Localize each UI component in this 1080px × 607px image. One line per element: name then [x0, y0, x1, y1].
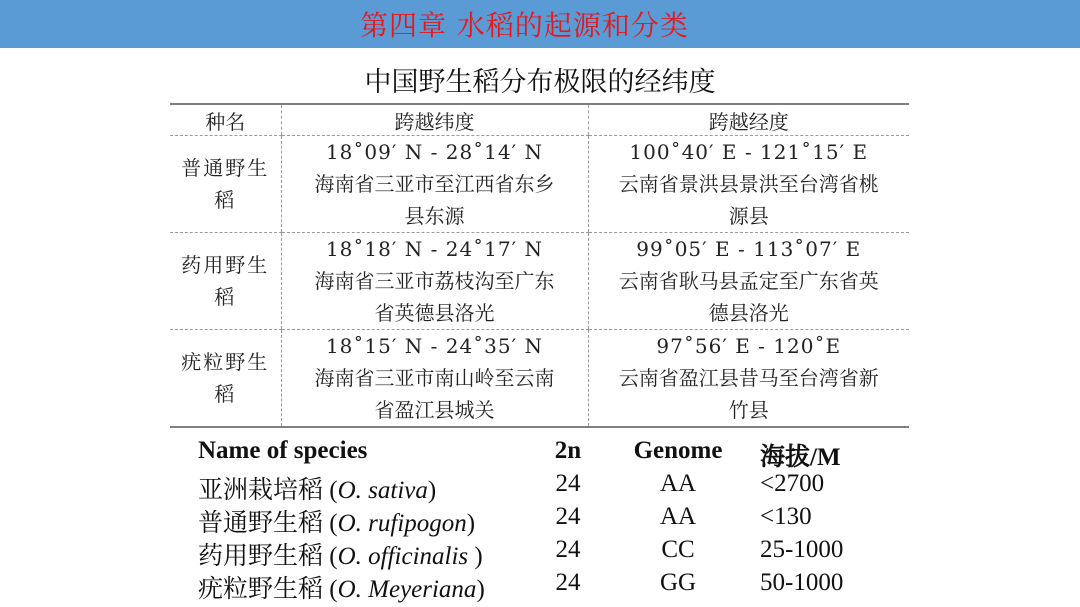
header-species: 种名	[170, 104, 281, 136]
header-genome: Genome	[633, 437, 723, 464]
species-name-line: 稻	[214, 285, 237, 309]
longitude-place: 德县洛光	[708, 301, 789, 325]
latitude-place: 县东源	[404, 204, 465, 228]
species-label: 药用野生稻 (O. officinalis )	[198, 543, 483, 570]
latitude-range: 18˚15′ N - 24˚35′ N	[325, 334, 544, 358]
altitude-value: <130	[760, 503, 812, 530]
genome-header-row	[198, 437, 878, 469]
genome-row	[198, 569, 878, 601]
species-name-line: 稻	[214, 188, 237, 212]
species-name-cell	[170, 330, 281, 428]
genome-row	[198, 470, 878, 502]
chromosome-count: 24	[555, 536, 581, 563]
longitude-cell	[588, 233, 909, 330]
chapter-title: 第四章 水稻的起源和分类	[360, 9, 689, 42]
genome-type: CC	[661, 536, 695, 563]
chromosome-count: 24	[555, 470, 581, 497]
altitude-value: 25-1000	[760, 536, 844, 563]
species-name-line: 疣粒野生	[181, 350, 270, 374]
latitude-range: 18˚18′ N - 24˚17′ N	[325, 237, 544, 261]
table-header-row	[170, 104, 909, 136]
longitude-range: 100˚40′ E - 121˚15′ E	[629, 140, 869, 164]
latitude-range: 18˚09′ N - 28˚14′ N	[325, 140, 544, 164]
longitude-place: 云南省景洪县景洪至台湾省桃	[618, 172, 879, 196]
genome-row	[198, 536, 878, 568]
species-name-cell	[170, 136, 281, 233]
longitude-range: 97˚56′ E - 120˚E	[656, 334, 842, 358]
table-title: 中国野生稻分布极限的经纬度	[364, 67, 716, 98]
longitude-cell	[588, 330, 909, 428]
latitude-cell	[281, 330, 588, 428]
latitude-cell	[281, 136, 588, 233]
table-row	[170, 136, 909, 233]
species-cn: 亚洲栽培稻	[198, 477, 324, 504]
species-name-line: 稻	[214, 382, 237, 406]
header-2n: 2n	[554, 437, 582, 464]
species-label: 亚洲栽培稻 (O. sativa)	[198, 477, 437, 504]
species-label: 普通野生稻 (O. rufipogon)	[198, 510, 476, 537]
genome-type: AA	[659, 470, 697, 497]
species-cn: 药用野生稻	[198, 543, 324, 570]
chromosome-count: 24	[555, 569, 581, 596]
longitude-place: 竹县	[728, 398, 769, 422]
table-row	[170, 330, 909, 428]
species-name-line: 药用野生	[181, 253, 270, 277]
genome-row	[198, 503, 878, 535]
table-row	[170, 233, 909, 330]
latitude-place: 省英德县洛光	[374, 301, 495, 325]
longitude-place: 源县	[728, 204, 769, 228]
species-label: 疣粒野生稻 (O. Meyeriana)	[198, 576, 485, 603]
genome-type: GG	[659, 569, 697, 596]
chromosome-count: 24	[555, 503, 581, 530]
header-name-of-species: Name of species	[198, 437, 368, 464]
genome-type: AA	[659, 503, 697, 530]
species-latin: O. Meyeriana	[337, 576, 477, 603]
latitude-place: 省盈江县城关	[374, 398, 495, 422]
latitude-place: 海南省三亚市至江西省东乡	[314, 172, 555, 196]
longitude-cell	[588, 136, 909, 233]
species-cn: 普通野生稻	[198, 510, 324, 537]
latitude-place: 海南省三亚市南山岭至云南	[314, 366, 555, 390]
species-name-cell	[170, 233, 281, 330]
genome-table	[198, 437, 878, 602]
species-latin: O. sativa	[337, 477, 428, 504]
altitude-value: 50-1000	[760, 569, 844, 596]
header-latitude: 跨越纬度	[281, 104, 588, 136]
header-longitude: 跨越经度	[588, 104, 909, 136]
longitude-place: 云南省盈江县昔马至台湾省新	[618, 366, 879, 390]
altitude-value: <2700	[760, 470, 825, 497]
distribution-range-table	[170, 103, 909, 428]
species-latin: O. rufipogon	[337, 510, 467, 537]
latitude-cell	[281, 233, 588, 330]
species-name-line: 普通野生	[181, 156, 270, 180]
latitude-place: 海南省三亚市荔枝沟至广东	[314, 269, 555, 293]
longitude-place: 云南省耿马县孟定至广东省英	[618, 269, 879, 293]
longitude-range: 99˚05′ E - 113˚07′ E	[636, 237, 862, 261]
species-latin: O. officinalis	[337, 543, 475, 570]
species-cn: 疣粒野生稻	[198, 576, 324, 603]
header-altitude: 海拔/M	[760, 444, 841, 471]
